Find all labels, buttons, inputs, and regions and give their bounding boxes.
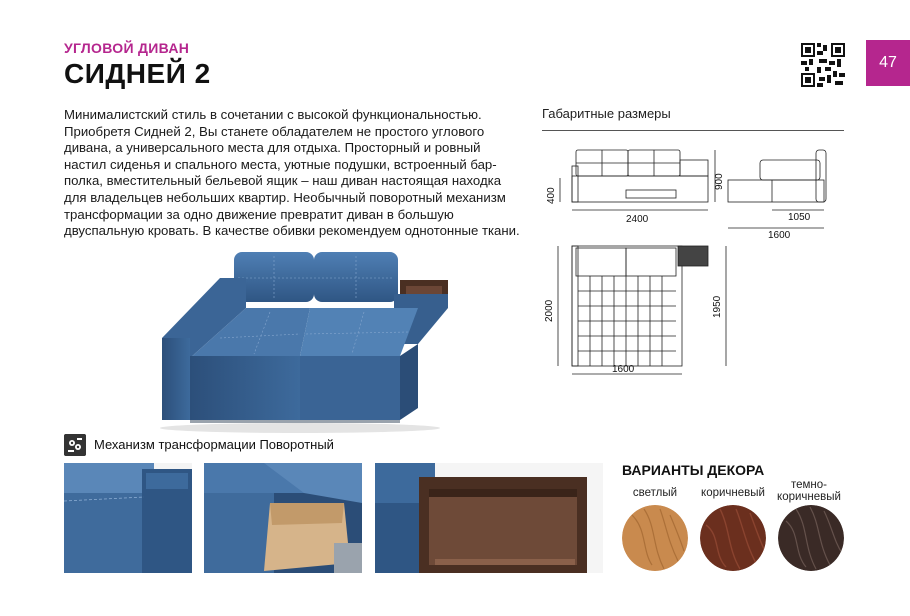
top-sleeping-length-label: 1950 — [712, 295, 723, 318]
detail-photo-storage[interactable] — [204, 463, 362, 573]
dimensions-heading: Габаритные размеры — [542, 106, 671, 121]
side-total-label: 1600 — [768, 230, 791, 241]
product-category: УГЛОВОЙ ДИВАН — [64, 40, 190, 56]
decor-label-dark-brown: темно-коричневый — [777, 479, 841, 503]
decor-heading: ВАРИАНТЫ ДЕКОРА — [622, 462, 765, 478]
transformation-icon — [64, 434, 86, 456]
decor-swatch-light[interactable] — [622, 505, 688, 571]
product-image[interactable] — [150, 238, 460, 434]
product-title: СИДНЕЙ 2 — [64, 58, 211, 89]
front-height-label: 900 — [714, 173, 725, 190]
dimensions-drawing — [530, 136, 850, 381]
page-number: 47 — [866, 40, 910, 86]
front-seat-height-label: 400 — [546, 187, 557, 204]
mechanism-label: Механизм трансформации Поворотный — [94, 437, 334, 452]
qr-code-icon[interactable] — [801, 43, 845, 87]
decor-label-light: светлый — [632, 487, 678, 499]
side-depth-label: 1050 — [788, 212, 811, 223]
decor-swatch-brown[interactable] — [700, 505, 766, 571]
front-width-label: 2400 — [626, 214, 649, 225]
detail-photo-armrest[interactable] — [64, 463, 192, 573]
product-description: Минималистский стиль в сочетании с высокой функциональностью. Приобретя Сидней 2, Вы станете обладателем не простого углового дивана, а универсального места для отдыха. Просторный и ровный настил сиденья и спального места, уютные подушки, встроенный бар-полка, вместительный бельевой ящик – наш диван настоящая находка для владельцев небольших квартир. Необычный поворотный механизм трансформации за одно движение превратит диван в большую двуспальную кровать. В качестве обивки рекомендуем однотонные ткани. — [64, 107, 520, 239]
top-length-label: 2000 — [544, 299, 555, 322]
top-width-label: 1600 — [612, 364, 635, 375]
decor-swatch-dark-brown[interactable] — [778, 505, 844, 571]
decor-label-brown: коричневый — [701, 487, 765, 499]
dimensions-divider — [542, 130, 844, 131]
detail-photo-bar-shelf[interactable] — [375, 463, 603, 573]
